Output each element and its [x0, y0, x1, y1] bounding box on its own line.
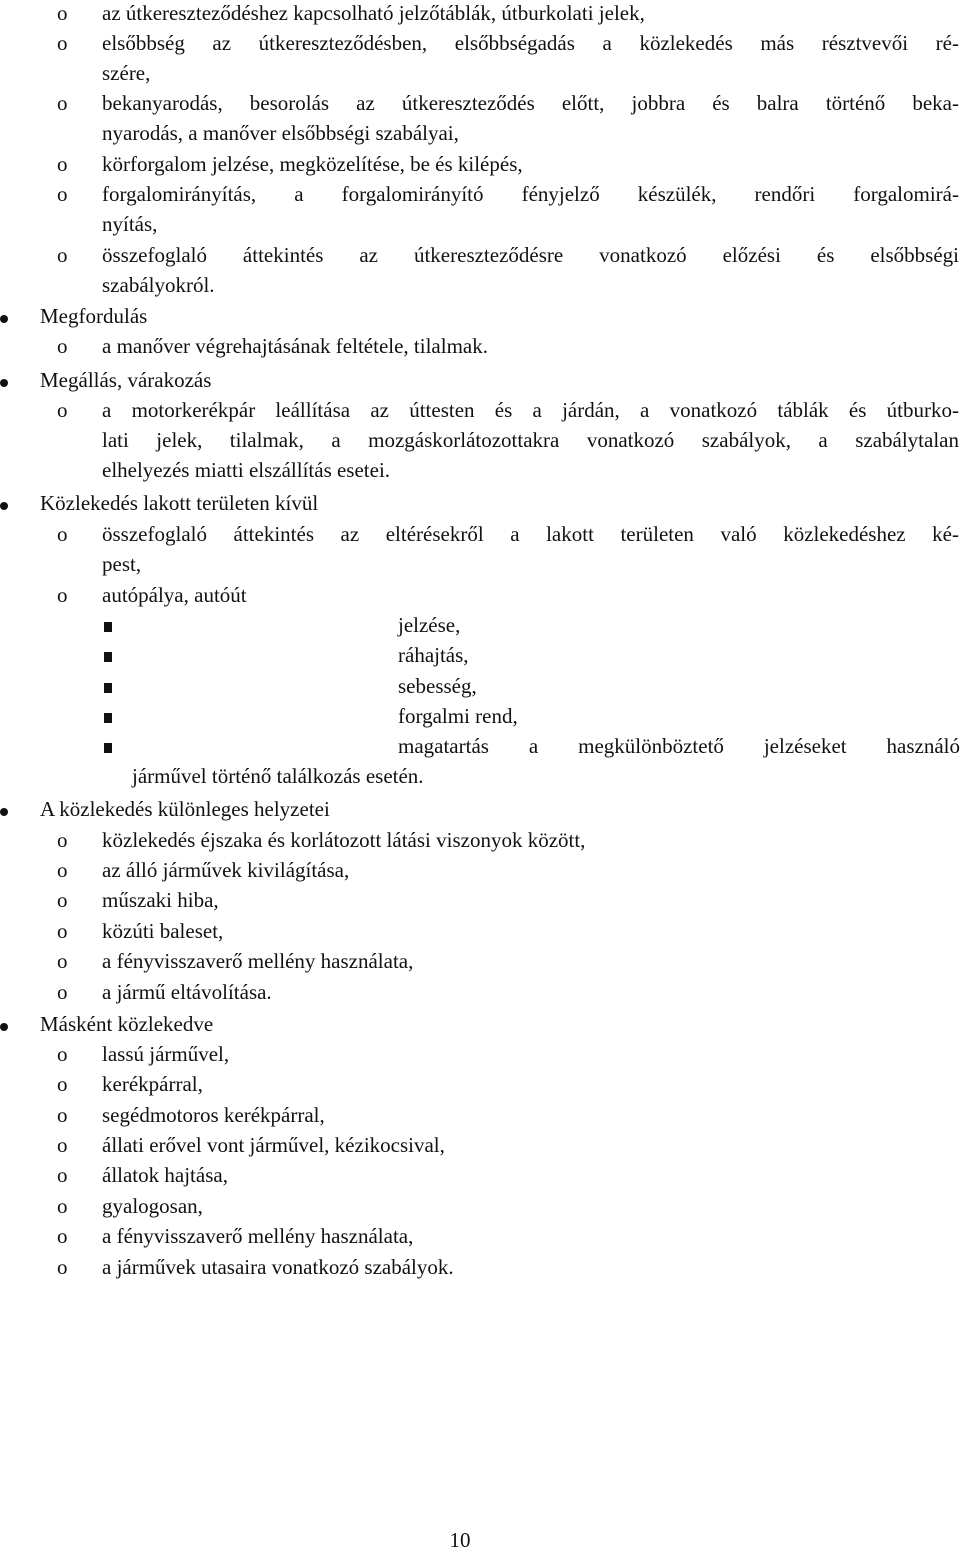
list-item: a fényvisszaverő mellény használata, [102, 949, 414, 973]
list-item: a motorkerékpár leállítása az úttesten és a járdán, a vonatkozó táblák és útburko- [102, 398, 959, 422]
list-marker: o [57, 888, 68, 912]
list-item: összefoglaló áttekintés az útkereszteződésre vonatkozó előzési és elsőbbségi [102, 243, 959, 267]
list-item: műszaki hiba, [102, 888, 219, 912]
list-marker: o [57, 1103, 68, 1127]
list-marker: o [57, 182, 68, 206]
bullet-icon [0, 794, 8, 824]
list-marker: o [57, 828, 68, 852]
square-bullet-icon [104, 610, 112, 640]
sub-list-item: magatartás a megkülönböztető jelzéseket használó [398, 734, 960, 758]
list-item-cont: nyítás, [102, 212, 158, 236]
list-item: összefoglaló áttekintés az eltérésekről a lakott területen való közlekedéshez ké- [102, 522, 959, 546]
list-item: elsőbbség az útkereszteződésben, elsőbbségadás a közlekedés más résztvevői ré- [102, 31, 959, 55]
list-marker: o [57, 1224, 68, 1248]
list-marker: o [57, 91, 68, 115]
list-item: autópálya, autóút [102, 583, 247, 607]
list-marker: o [57, 980, 68, 1004]
list-item-cont: elhelyezés miatti elszállítás esetei. [102, 458, 391, 482]
bullet-icon [0, 301, 8, 331]
list-marker: o [57, 1255, 68, 1279]
list-marker: o [57, 1042, 68, 1066]
bullet-icon [0, 1009, 8, 1039]
square-bullet-icon [104, 731, 112, 761]
list-item-cont: szére, [102, 61, 151, 85]
list-item: kerékpárral, [102, 1072, 203, 1096]
list-item: a jármű eltávolítása. [102, 980, 272, 1004]
list-marker: o [57, 1133, 68, 1157]
list-marker: o [57, 1163, 68, 1187]
list-item: körforgalom jelzése, megközelítése, be és kilépés, [102, 152, 523, 176]
list-marker: o [57, 1, 68, 25]
section-heading: Közlekedés lakott területen kívül [40, 491, 319, 515]
square-bullet-icon [104, 640, 112, 670]
section-heading: Megállás, várakozás [40, 368, 212, 392]
list-item: közúti baleset, [102, 919, 224, 943]
list-marker: o [57, 31, 68, 55]
sub-list-item: jelzése, [398, 613, 461, 637]
square-bullet-icon [104, 701, 112, 731]
section-heading: A közlekedés különleges helyzetei [40, 797, 330, 821]
list-marker: o [57, 919, 68, 943]
list-item: a járművek utasaira vonatkozó szabályok. [102, 1255, 454, 1279]
list-marker: o [57, 152, 68, 176]
section-heading: Másként közlekedve [40, 1012, 214, 1036]
list-item: forgalomirányítás, a forgalomirányító fényjelző készülék, rendőri forgalomirá- [102, 182, 959, 206]
list-item: az útkereszteződéshez kapcsolható jelzőtáblák, útburkolati jelek, [102, 1, 645, 25]
list-item: bekanyarodás, besorolás az útkereszteződés előtt, jobbra és balra történő beka- [102, 91, 959, 115]
list-item: a manőver végrehajtásának feltétele, tilalmak. [102, 334, 488, 358]
bullet-icon [0, 488, 8, 518]
sub-list-item: ráhajtás, [398, 643, 469, 667]
list-marker: o [57, 243, 68, 267]
bullet-icon [0, 365, 8, 395]
list-marker: o [57, 583, 68, 607]
list-item: állati erővel vont járművel, kézikocsival, [102, 1133, 445, 1157]
list-item: lassú járművel, [102, 1042, 230, 1066]
sub-list-item: forgalmi rend, [398, 704, 518, 728]
list-item: az álló járművek kivilágítása, [102, 858, 350, 882]
page-number: 10 [449, 1528, 471, 1552]
list-item: közlekedés éjszaka és korlátozott látási viszonyok között, [102, 828, 586, 852]
list-marker: o [57, 949, 68, 973]
list-item: gyalogosan, [102, 1194, 203, 1218]
sub-list-item: sebesség, [398, 674, 477, 698]
list-marker: o [57, 1194, 68, 1218]
list-marker: o [57, 1072, 68, 1096]
square-bullet-icon [104, 671, 112, 701]
section-heading: Megfordulás [40, 304, 148, 328]
list-item-cont: lati jelek, tilalmak, a mozgáskorlátozottakra vonatkozó szabályok, a szabálytalan [102, 428, 959, 452]
list-item: segédmotoros kerékpárral, [102, 1103, 325, 1127]
list-marker: o [57, 334, 68, 358]
list-item-cont: pest, [102, 552, 142, 576]
list-item: állatok hajtása, [102, 1163, 228, 1187]
list-item: a fényvisszaverő mellény használata, [102, 1224, 414, 1248]
sub-list-item-cont: járművel történő találkozás esetén. [132, 764, 424, 788]
list-marker: o [57, 522, 68, 546]
list-marker: o [57, 398, 68, 422]
list-marker: o [57, 858, 68, 882]
list-item-cont: szabályokról. [102, 273, 215, 297]
list-item-cont: nyarodás, a manőver elsőbbségi szabályai, [102, 121, 459, 145]
